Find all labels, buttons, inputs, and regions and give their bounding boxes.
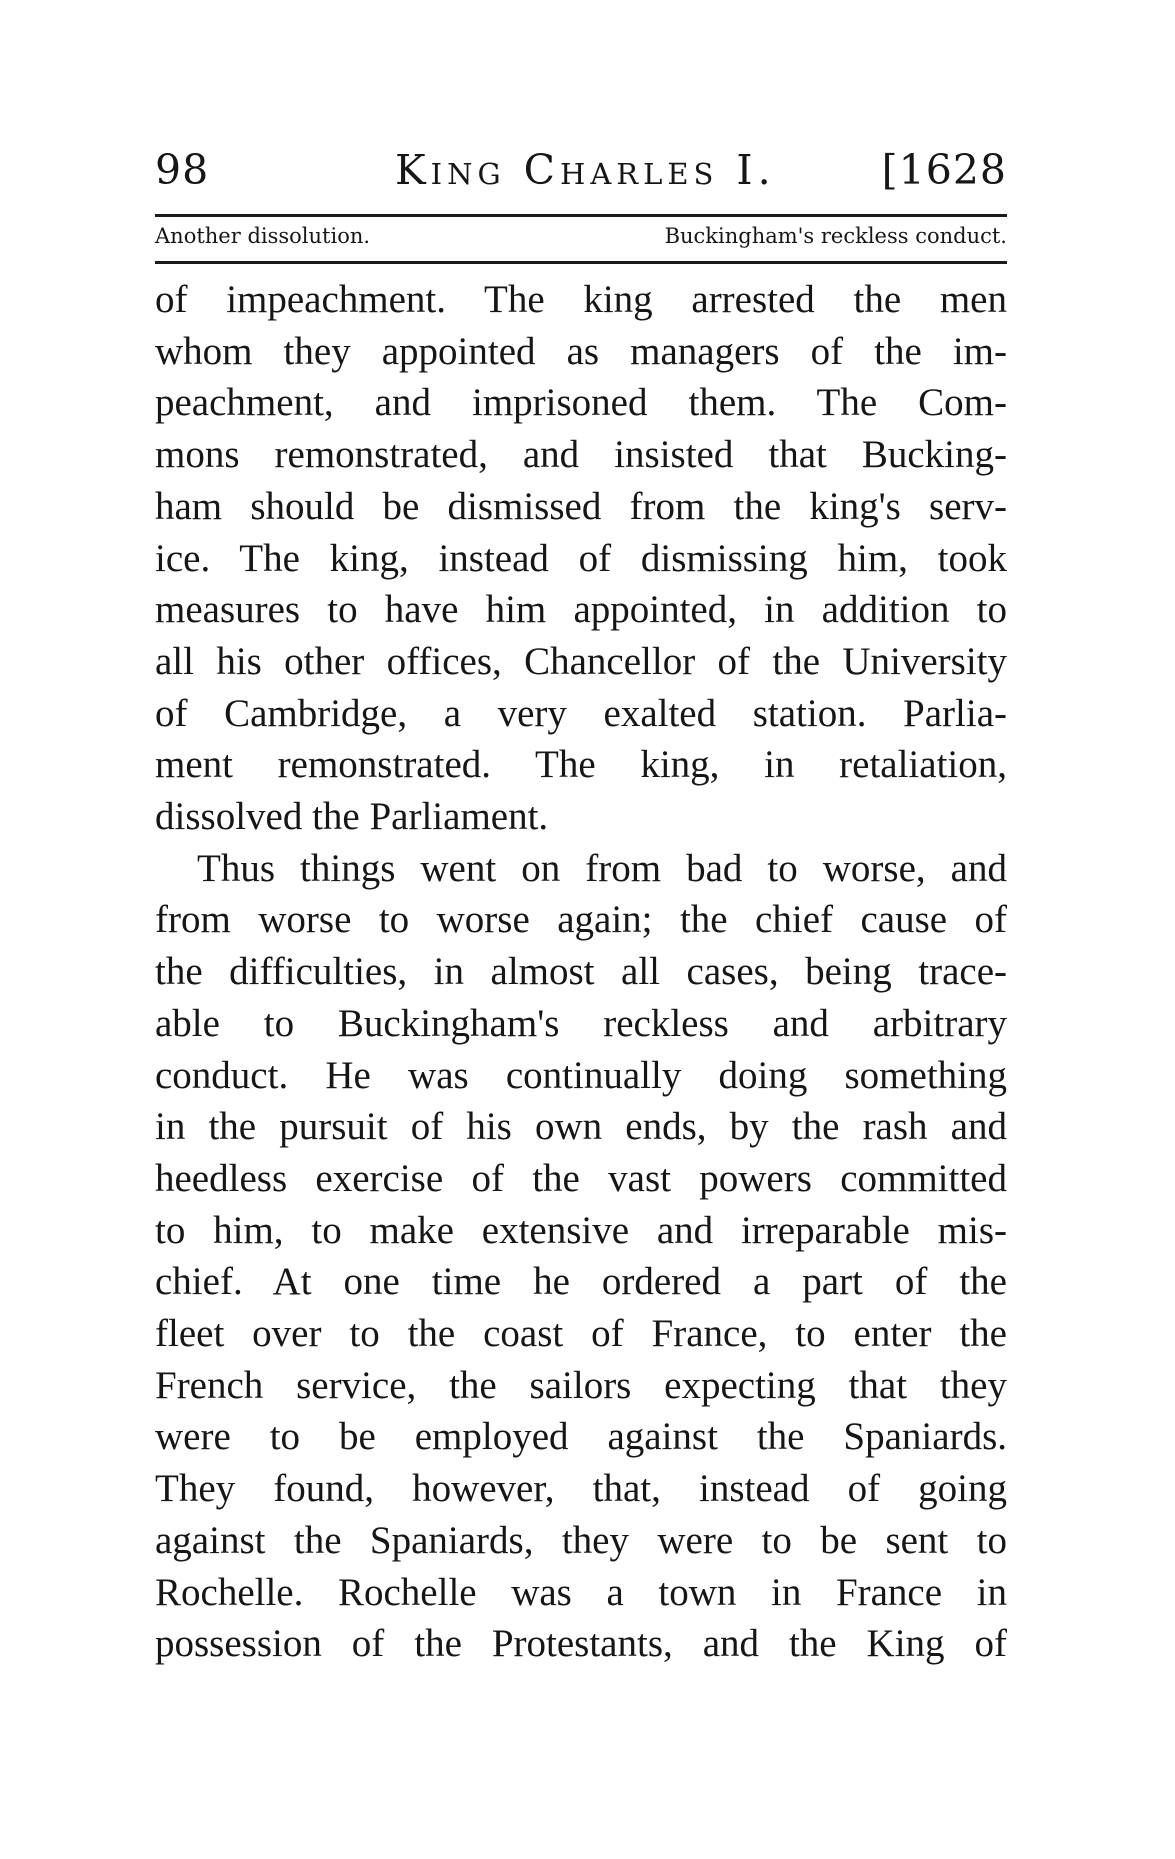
text-line: possession of the Protestants, and the King of — [155, 1622, 1007, 1666]
text-line: ham should be dismissed from the king's serv- — [155, 484, 1007, 528]
paragraph-1 — [155, 274, 1007, 843]
text-line: able to Buckingham's reckless and arbitrary — [155, 1001, 1007, 1045]
text-line: all his other offices, Chancellor of the University — [155, 639, 1007, 683]
topic-right: Buckingham's reckless conduct. — [664, 224, 1007, 248]
text-line: They found, however, that, instead of going — [155, 1467, 1007, 1511]
text-line: of impeachment. The king arrested the men — [155, 278, 1007, 321]
running-head — [155, 140, 1007, 200]
text-line: peachment, and imprisoned them. The Com- — [155, 381, 1007, 425]
header-rule-top — [155, 214, 1007, 217]
text-line: fleet over to the coast of France, to enter the — [155, 1312, 1007, 1356]
book-page — [155, 140, 1007, 1670]
body-text — [155, 274, 1007, 1670]
paragraph-2 — [155, 843, 1007, 1670]
text-line: Rochelle. Rochelle was a town in France in — [155, 1570, 1007, 1614]
page-number: 98 — [155, 146, 210, 194]
text-line: dissolved the Parliament. — [155, 795, 549, 839]
text-line: of Cambridge, a very exalted station. Parlia- — [155, 691, 1007, 735]
topic-line — [155, 219, 1007, 253]
text-line: against the Spaniards, they were to be sent to — [155, 1518, 1007, 1562]
running-title: King Charles I. — [395, 146, 776, 194]
text-line: mons remonstrated, and insisted that Bucking- — [155, 433, 1007, 477]
text-line: ice. The king, instead of dismissing him, took — [155, 536, 1007, 580]
text-line: French service, the sailors expecting that they — [155, 1363, 1007, 1407]
text-line: whom they appointed as managers of the im- — [155, 329, 1007, 373]
text-line: from worse to worse again; the chief cause of — [155, 898, 1007, 942]
text-line: Thus things went on from bad to worse, and — [197, 846, 1007, 890]
text-line: chief. At one time he ordered a part of the — [155, 1260, 1007, 1304]
text-line: heedless exercise of the vast powers committed — [155, 1156, 1007, 1200]
text-line: conduct. He was continually doing something — [155, 1053, 1007, 1097]
text-line: were to be employed against the Spaniards. — [155, 1415, 1007, 1459]
running-year: [1628 — [881, 146, 1007, 194]
text-line: measures to have him appointed, in addition to — [155, 588, 1007, 632]
text-line: to him, to make extensive and irreparable mis- — [155, 1208, 1007, 1252]
header-rule-bottom — [155, 261, 1007, 264]
topic-left: Another dissolution. — [155, 224, 371, 248]
text-line: ment remonstrated. The king, in retaliation, — [155, 743, 1007, 787]
text-line: the difficulties, in almost all cases, being trace- — [155, 950, 1007, 994]
text-line: in the pursuit of his own ends, by the rash and — [155, 1105, 1007, 1149]
